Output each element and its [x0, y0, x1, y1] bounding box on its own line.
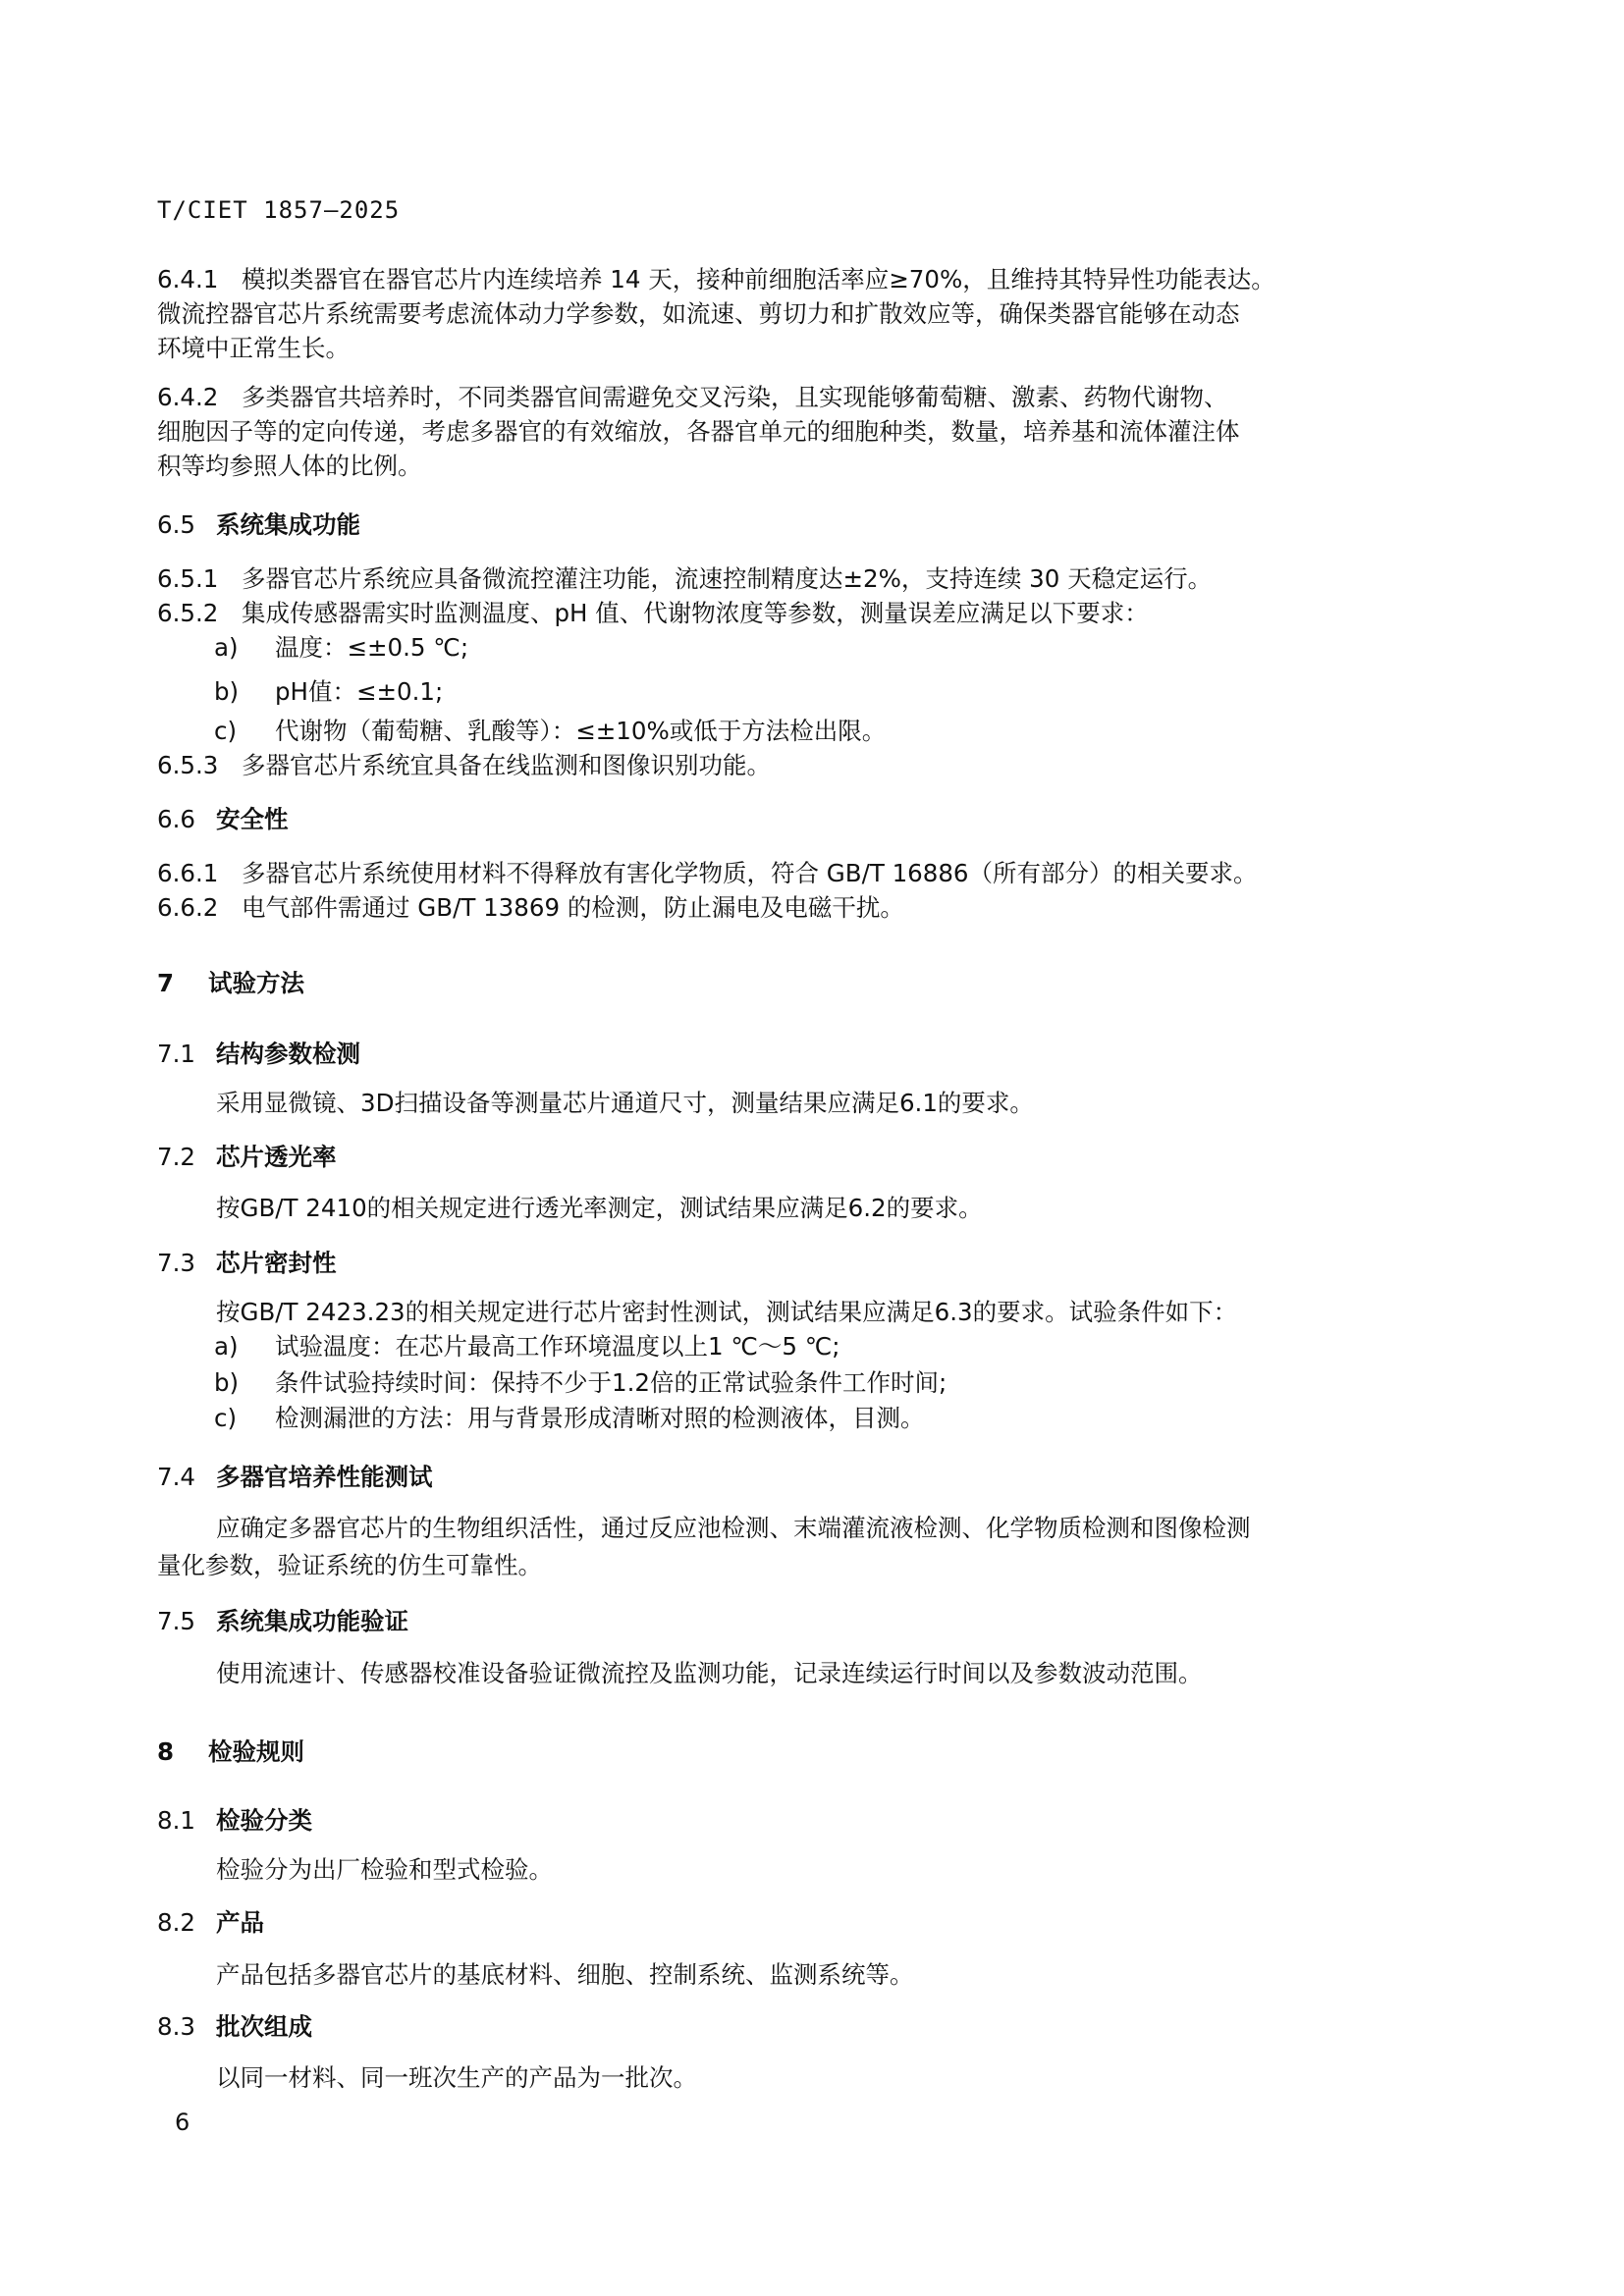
- list-item: b) 条件试验持续时间：保持不少于1.2倍的正常试验条件工作时间;: [214, 1368, 947, 1397]
- list-item: c) 代谢物（葡萄糖、乳酸等）：≤±10%或低于方法检出限。: [214, 717, 887, 745]
- clause-6-4-2: 6.4.2 多类器官共培养时，不同类器官间需避免交叉污染，且实现能够葡萄糖、激素、药物代谢物、: [157, 383, 1228, 411]
- list-item: a) 试验温度：在芯片最高工作环境温度以上1 ℃～5 ℃;: [214, 1332, 840, 1361]
- section-heading-6-5: 6.5 系统集成功能: [157, 510, 360, 539]
- section-heading-8-3: 8.3 批次组成: [157, 2012, 312, 2041]
- section-heading-7-1: 7.1 结构参数检测: [157, 1040, 360, 1068]
- section-heading-8-2: 8.2 产品: [157, 1908, 264, 1937]
- section-heading-7-2: 7.2 芯片透光率: [157, 1143, 337, 1171]
- paragraph-8-1: 检验分为出厂检验和型式检验。: [216, 1855, 553, 1884]
- paragraph-8-3: 以同一材料、同一班次生产的产品为一批次。: [216, 2063, 697, 2092]
- clause-6-4-1-line2: 微流控器官芯片系统需要考虑流体动力学参数，如流速、剪切力和扩散效应等，确保类器官能够在动态: [157, 299, 1240, 328]
- paragraph-7-3: 按GB/T 2423.23的相关规定进行芯片密封性测试，测试结果应满足6.3的要求。试验条件如下：: [216, 1298, 1238, 1326]
- clause-6-4-2-line3: 积等均参照人体的比例。: [157, 452, 422, 480]
- clause-6-6-2: 6.6.2 电气部件需通过 GB/T 13869 的检测，防止漏电及电磁干扰。: [157, 893, 904, 922]
- list-item: a) 温度：≤±0.5 ℃;: [214, 633, 469, 662]
- paragraph-7-4-line2: 量化参数，验证系统的仿生可靠性。: [157, 1551, 542, 1579]
- clause-6-4-1: 6.4.1 模拟类器官在器官芯片内连续培养 14 天，接种前细胞活率应≥70%，且维持其特异性功能表达。: [157, 265, 1275, 294]
- section-heading-7-4: 7.4 多器官培养性能测试: [157, 1463, 433, 1491]
- paragraph-8-2: 产品包括多器官芯片的基底材料、细胞、控制系统、监测系统等。: [216, 1960, 914, 1989]
- list-item: c) 检测漏泄的方法：用与背景形成清晰对照的检测液体，目测。: [214, 1404, 925, 1432]
- page-number: 6: [175, 2109, 190, 2136]
- clause-6-4-2-line2: 细胞因子等的定向传递，考虑多器官的有效缩放，各器官单元的细胞种类，数量，培养基和流体灌注体: [157, 417, 1240, 446]
- paragraph-7-4: 应确定多器官芯片的生物组织活性，通过反应池检测、末端灌流液检测、化学物质检测和图像检测: [216, 1514, 1251, 1542]
- list-item: b) pH值：≤±0.1;: [214, 677, 444, 706]
- clause-6-4-1-line3: 环境中正常生长。: [157, 334, 350, 362]
- chapter-heading-8: 8 检验规则: [157, 1737, 304, 1766]
- section-heading-8-1: 8.1 检验分类: [157, 1806, 312, 1835]
- clause-6-5-1: 6.5.1 多器官芯片系统应具备微流控灌注功能，流速控制精度达±2%，支持连续 30 天稳定运行。: [157, 564, 1213, 593]
- paragraph-7-1: 采用显微镜、3D扫描设备等测量芯片通道尺寸，测量结果应满足6.1的要求。: [216, 1089, 1034, 1117]
- section-heading-7-3: 7.3 芯片密封性: [157, 1249, 337, 1277]
- section-heading-7-5: 7.5 系统集成功能验证: [157, 1607, 408, 1635]
- clause-6-5-2: 6.5.2 集成传感器需实时监测温度、pH 值、代谢物浓度等参数，测量误差应满足以下要求：: [157, 599, 1149, 627]
- section-heading-6-6: 6.6 安全性: [157, 805, 289, 833]
- clause-6-5-3: 6.5.3 多器官芯片系统宜具备在线监测和图像识别功能。: [157, 751, 771, 779]
- paragraph-7-2: 按GB/T 2410的相关规定进行透光率测定，测试结果应满足6.2的要求。: [216, 1194, 983, 1222]
- standard-number: T/CIET 1857—2025: [157, 196, 401, 224]
- paragraph-7-5: 使用流速计、传感器校准设备验证微流控及监测功能，记录连续运行时间以及参数波动范围。: [216, 1659, 1203, 1687]
- chapter-heading-7: 7 试验方法: [157, 969, 304, 997]
- clause-6-6-1: 6.6.1 多器官芯片系统使用材料不得释放有害化学物质，符合 GB/T 16886（所有部分）的相关要求。: [157, 859, 1258, 887]
